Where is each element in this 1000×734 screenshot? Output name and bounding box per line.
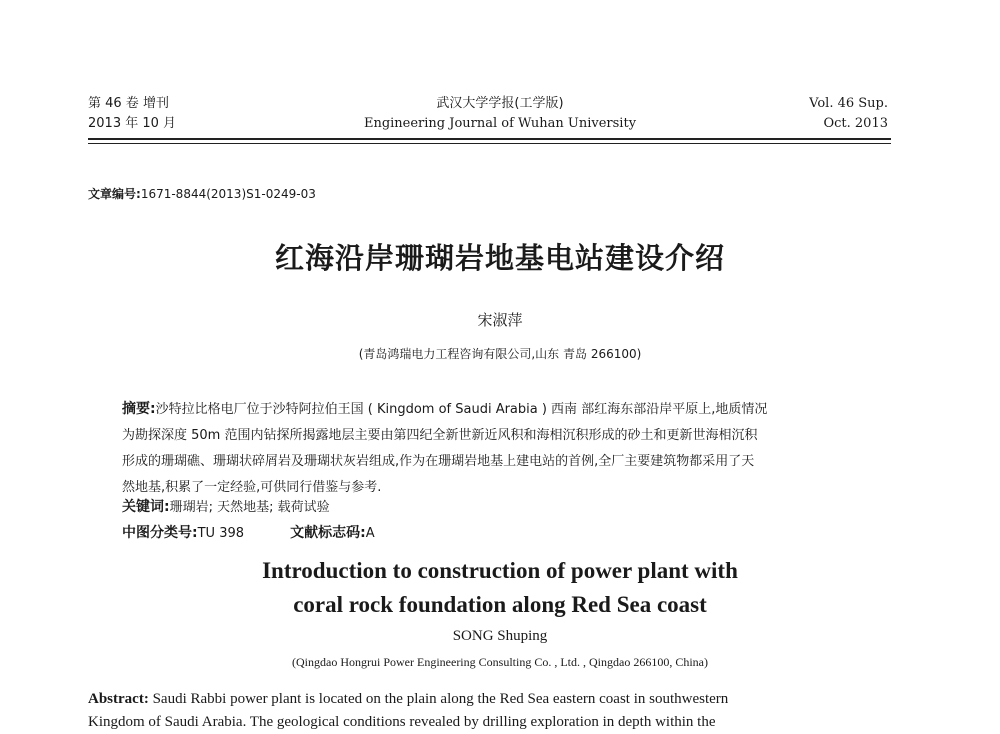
affiliation-cn: (青岛鸿瑞电力工程咨询有限公司,山东 青岛 266100) [358,347,642,361]
title-en-line-1: Introduction to construction of power plant with [262,558,738,583]
abstract-en-line-1 [88,688,728,711]
issue-date-en: Oct. 2013 [823,116,888,131]
doc-code-label: 文献标志码: [290,525,366,541]
abstract-cn-line-2: 为勘探深度 50m 范围内钻探所揭露地层主要由第四纪全新世新近风积和海相沉积形成的砂土和更新世海相沉积 [122,428,758,443]
volume-en: Vol. 46 Sup. [809,96,888,111]
abstract-cn [122,396,767,501]
keywords-cn [122,496,330,516]
abstract-cn-text-1: 沙特拉比格电厂位于沙特阿拉伯王国 ( Kingdom of Saudi Arabia ) 西南 部红海东部沿岸平原上,地质情况 [155,402,768,417]
abstract-en-line-2: Kingdom of Saudi Arabia. The geological conditions revealed by drilling exploration in depth within the [88,714,716,730]
journal-name-cn: 武汉大学学报(工学版) [436,96,564,111]
title-cn: 红海沿岸珊瑚岩地基电站建设介绍 [274,241,725,275]
clc-label: 中图分类号: [122,525,198,541]
article-number-value: 1671-8844(2013)S1-0249-03 [140,187,316,201]
clc-value: TU 398 [197,526,245,541]
abstract-cn-label: 摘要: [122,401,156,417]
abstract-en-text-1: Saudi Rabbi power plant is located on the plain along the Red Sea eastern coast in southwestern [152,691,729,707]
abstract-cn-line-4: 然地基,积累了一定经验,可供同行借鉴与参考. [122,480,382,495]
doc-code-value: A [365,526,375,541]
keywords-label: 关键词: [122,499,170,515]
abstract-en-label: Abstract: [88,691,149,707]
journal-name-en: Engineering Journal of Wuhan University [363,116,637,131]
classification-line [122,522,375,542]
issue-date: 2013 年 10 月 [88,116,177,131]
header-rule-thin [88,143,891,144]
affiliation-en: (Qingdao Hongrui Power Engineering Consulting Co. , Ltd. , Qingdao 266100, China) [292,655,708,669]
author-cn: 宋淑萍 [477,311,523,329]
keywords-value: 珊瑚岩; 天然地基; 载荷试验 [169,500,330,515]
title-en-line-2: coral rock foundation along Red Sea coast [293,592,707,617]
abstract-cn-line-1 [122,396,767,423]
article-number-label: 文章编号: [88,187,141,201]
article-number [88,185,316,202]
header-rule-thick [88,138,891,140]
volume-info: 第 46 卷 增刊 [88,96,169,111]
author-en: SONG Shuping [452,628,548,644]
abstract-cn-line-3: 形成的珊瑚礁、珊瑚状碎屑岩及珊瑚状灰岩组成,作为在珊瑚岩地基上建电站的首例,全厂主要建筑物都采用了天 [122,454,755,469]
abstract-en [88,688,728,734]
